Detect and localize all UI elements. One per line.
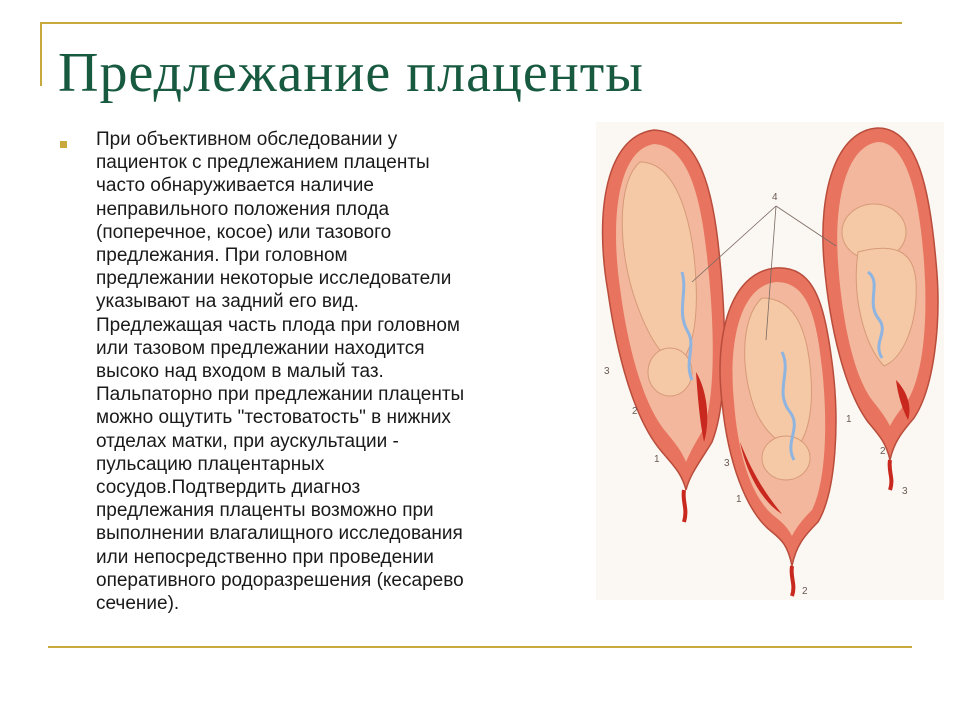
label-mid-2: 2 [802, 586, 808, 597]
bullet-text-line: или непосредственно при проведении [96, 546, 434, 568]
bullet-text-line: сечение). [96, 593, 180, 615]
bottom-divider-line [48, 646, 912, 648]
bullet-text [96, 128, 576, 615]
bullet-text-line: предлежания плаценты возможно при [96, 500, 434, 522]
bullet-text-line: указывают на задний его вид. [96, 291, 359, 313]
bullet-text-line: пульсацию плацентарных [96, 453, 325, 475]
bullet-text-line: оперативного родоразрешения (кесарево [96, 569, 464, 591]
bullet-text-line: можно ощутить "тестоватость" в нижних [96, 407, 451, 429]
bullet-text-line: предлежании некоторые исследователи [96, 268, 452, 290]
label-right-3: 3 [902, 486, 908, 497]
label-left-2: 2 [632, 406, 638, 417]
bullet-text-line: При объективном обследовании у [96, 129, 398, 150]
bullet-text-line: (поперечное, косое) или тазового [96, 221, 392, 243]
label-right-1: 1 [846, 414, 852, 425]
label-right-2: 2 [880, 446, 886, 457]
bullet-text-line: или тазовом предлежании находится [96, 337, 425, 359]
label-4: 4 [772, 192, 778, 203]
bullet-text-line: Предлежащая часть плода при головном [96, 314, 460, 336]
bullet-text-line: пациенток с предлежанием плаценты [96, 152, 430, 174]
label-left-3: 3 [604, 366, 610, 377]
bullet-marker [60, 141, 67, 148]
slide-title: Предлежание плаценты [58, 42, 644, 104]
bullet-text-line: отделах матки, при аускультации - [96, 430, 399, 452]
left-divider-line [40, 22, 42, 86]
bullet-text-line: сосудов.Подтвердить диагноз [96, 477, 361, 499]
bullet-text-line: выполнении влагалищного исследования [96, 523, 463, 545]
bullet-text-line: высоко над входом в малый таз. [96, 361, 384, 383]
bullet-text-line: часто обнаруживается наличие [96, 175, 374, 197]
label-mid-1: 1 [736, 494, 742, 505]
bullet-text-line: предлежания. При головном [96, 245, 348, 267]
bullet-text-line: неправильного положения плода [96, 198, 390, 220]
bullet-text-line: Пальпаторно при предлежании плаценты [96, 384, 465, 406]
placenta-previa-illustration [596, 122, 944, 600]
label-left-1: 1 [654, 454, 660, 465]
label-mid-3: 3 [724, 458, 730, 469]
top-divider-line [40, 22, 902, 24]
